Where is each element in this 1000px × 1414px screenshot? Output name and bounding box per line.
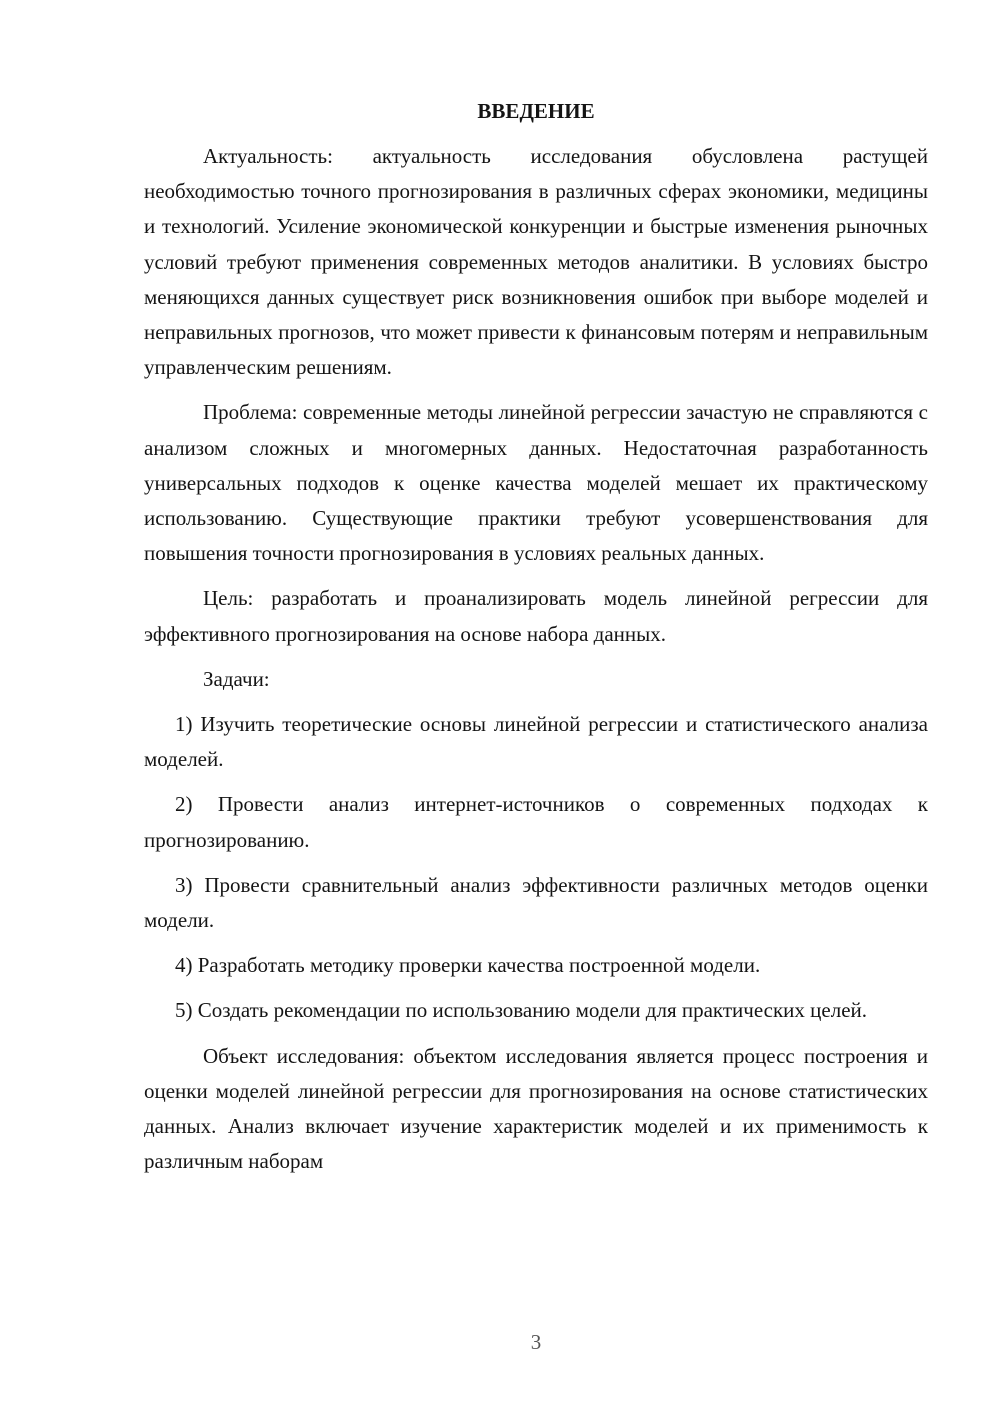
problem-paragraph: Проблема: современные методы линейной регрессии зачастую не справляются с анализом сложных и многомерных данных. Недостаточная разработанность универсальных подходов к оценке качества моделей мешает их практическому использованию. Существующие практики требуют усовершенствования для повышения точности прогнозирования в условиях реальных данных. bbox=[144, 400, 928, 566]
relevance-paragraph: Актуальность: актуальность исследования обусловлена растущей необходимостью точного прогнозирования в различных сферах экономики, медицины и технологий. Усиление экономической конкуренции и быстрые изменения рыночных условий требуют применения современных методов аналитики. В условиях быстро меняющихся данных существует риск возникновения ошибок при выборе моделей и неправильных прогнозов, что может привести к финансовым потерям и неправильным управленческим решениям. bbox=[144, 144, 928, 380]
task-item-3: 3) Провести сравнительный анализ эффективности различных методов оценки модели. bbox=[144, 872, 928, 933]
page-content bbox=[144, 94, 928, 1189]
task-item-2: 2) Провести анализ интернет-источников о современных подходах к прогнозированию. bbox=[144, 792, 928, 852]
page-title: ВВЕДЕНИЕ bbox=[477, 99, 595, 123]
page-number: 3 bbox=[530, 1330, 542, 1354]
task-item-1: 1) Изучить теоретические основы линейной регрессии и статистического анализа моделей. bbox=[144, 712, 928, 772]
task-item-4: 4) Разработать методику проверки качества построенной модели. bbox=[175, 953, 761, 978]
tasks-heading: Задачи: bbox=[203, 666, 270, 691]
goal-paragraph: Цель: разработать и проанализировать модель линейной регрессии для эффективного прогнозирования на основе набора данных. bbox=[144, 586, 928, 646]
object-paragraph: Объект исследования: объектом исследования является процесс построения и оценки моделей линейной регрессии для прогнозирования на основе статистических данных. Анализ включает изучение характеристик моделей и их применимость к различным наборам bbox=[144, 1043, 928, 1174]
task-item-5: 5) Создать рекомендации по использованию модели для практических целей. bbox=[175, 998, 868, 1023]
